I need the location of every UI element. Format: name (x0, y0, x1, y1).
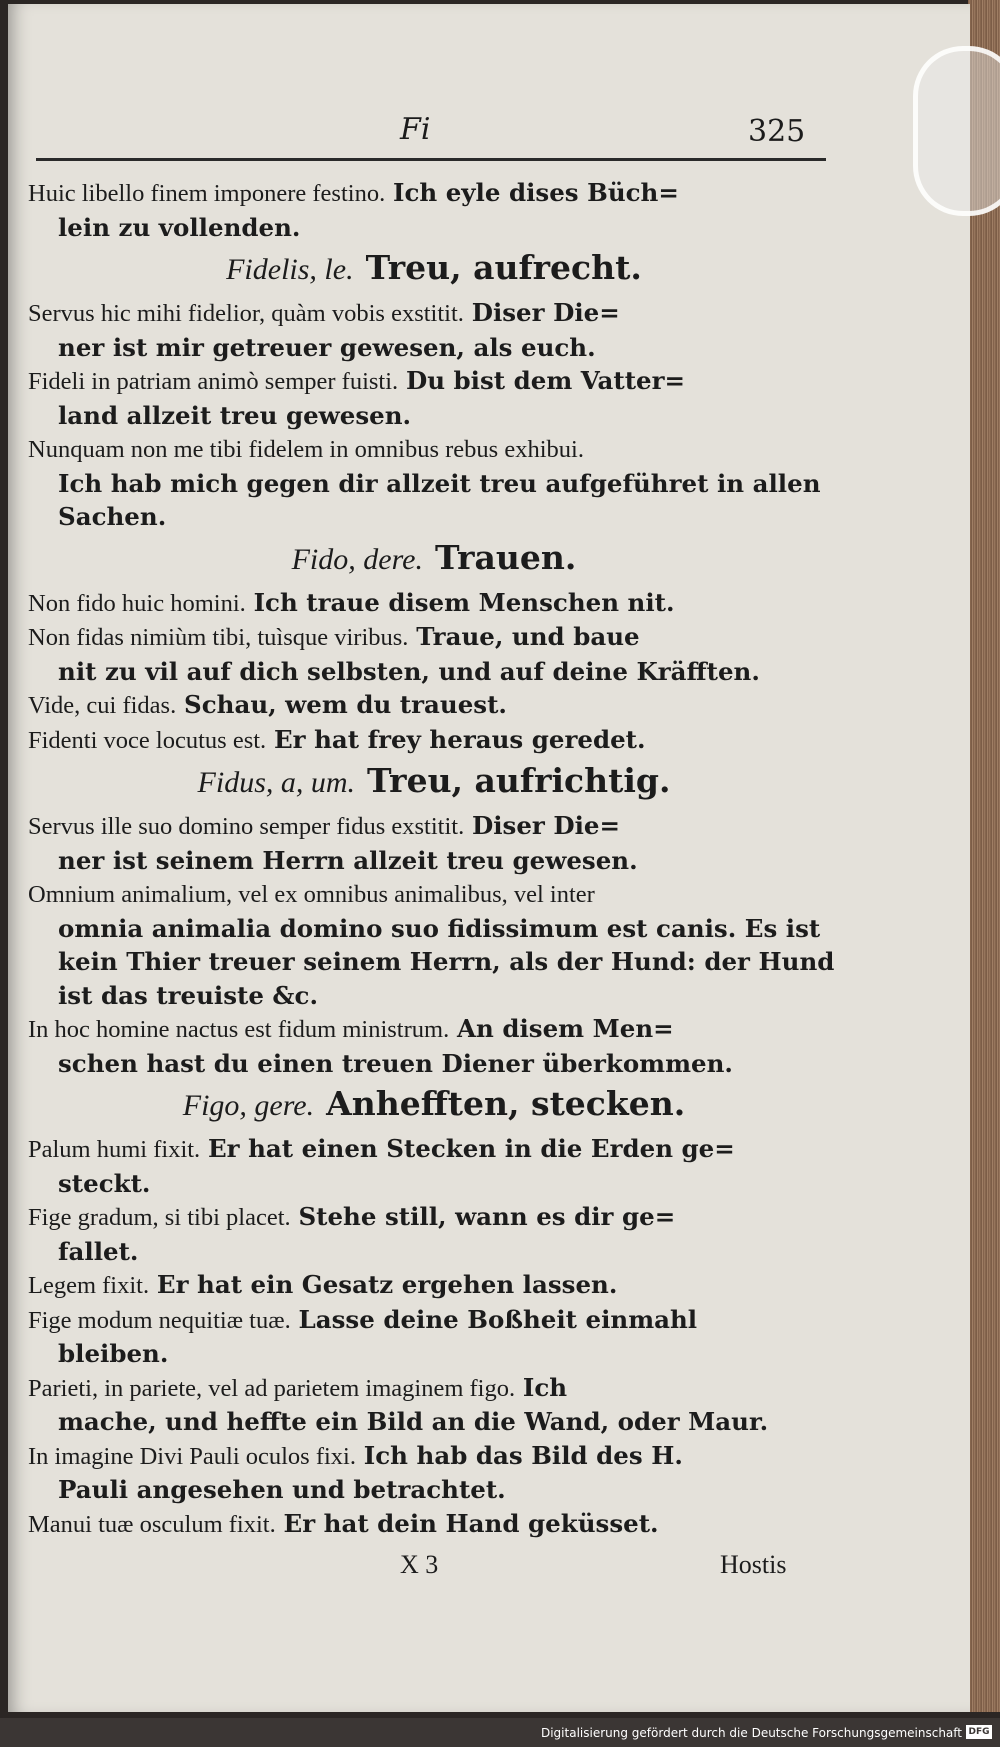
example-entry (28, 296, 840, 364)
example-entry (28, 688, 840, 723)
example-german: Du bist dem Vatter= (405, 366, 686, 395)
running-head: Fi (400, 112, 431, 147)
example-german: Diser Die= (471, 298, 620, 327)
example-latin: Omnium animalium, vel ex omnibus animalibus, vel inter (28, 881, 595, 908)
example-latin: Fideli in patriam animò semper fuisti. (28, 368, 399, 395)
example-german: Er hat einen Stecken in die Erden ge= (207, 1134, 735, 1163)
example-german: Ich hab das Bild des H. (363, 1440, 683, 1470)
example-german: Er hat dein Hand geküsset. (283, 1508, 659, 1538)
signature-mark: X 3 (400, 1550, 439, 1579)
example-latin: Fidenti voce locutus est. (28, 726, 267, 754)
headword-german: Anhefften, stecken. (326, 1084, 686, 1123)
page-clip (913, 46, 1000, 216)
example-continuation: bleiben. (58, 1339, 169, 1368)
example-entry (28, 1132, 840, 1200)
example-german: Er hat ein Gesatz ergehen lassen. (156, 1270, 618, 1299)
example-german: Ich traue disem Menschen nit. (253, 587, 675, 617)
example-latin: Non fido huic homini. (28, 589, 246, 617)
dictionary-body (28, 176, 840, 1541)
example-latin: Legem fixit. (28, 1272, 150, 1299)
headword-latin: Fido, dere. (291, 542, 423, 576)
example-entry (28, 586, 840, 621)
example-latin: Fige gradum, si tibi placet. (28, 1204, 291, 1231)
example-latin: Servus hic mihi fidelior, quàm vobis exstitit. (28, 300, 464, 327)
headword (28, 538, 840, 580)
example-entry (28, 176, 840, 244)
example-latin: In imagine Divi Pauli oculos fixi. (28, 1442, 356, 1470)
example-continuation: Pauli angesehen und betrachtet. (58, 1475, 506, 1504)
example-continuation: Ich hab mich gegen dir allzeit treu aufgeführet in allen Sachen. (58, 468, 821, 531)
example-entry (28, 364, 840, 432)
example-german: Ich eyle dises Büch= (393, 178, 679, 207)
page-header (30, 108, 830, 158)
example-latin: Fige modum nequitiæ tuæ. (28, 1306, 291, 1334)
example-entry (28, 723, 840, 758)
example-entry (28, 620, 840, 688)
example-entry (28, 432, 840, 534)
example-entry (28, 1200, 840, 1268)
example-german: Lasse deine Boßheit einmahl (298, 1304, 698, 1334)
book-page-edges (968, 0, 1000, 1712)
example-latin: Non fidas nimiùm tibi, tuìsque viribus. (28, 624, 409, 651)
example-german: Traue, und baue (416, 622, 640, 651)
example-latin: Servus ille suo domino semper fidus exstitit. (28, 813, 465, 840)
headword-german: Treu, aufrichtig. (367, 761, 671, 800)
example-continuation: land allzeit treu gewesen. (58, 400, 412, 430)
page-footer (30, 1550, 830, 1590)
example-german: Diser Die= (472, 811, 621, 840)
example-entry (28, 1303, 840, 1371)
example-latin: In hoc homine nactus est fidum ministrum. (28, 1016, 450, 1043)
example-continuation: omnia animalia domino suo fidissimum est canis. Es ist kein Thier treuer seinem Herrn, als der Hund: der Hund ist das treuiste &c. (58, 913, 835, 1010)
header-rule (36, 158, 826, 161)
example-german: Er hat frey heraus geredet. (273, 724, 646, 754)
headword (28, 248, 840, 290)
example-entry (28, 809, 840, 877)
example-entry (28, 1507, 840, 1542)
example-continuation: steckt. (58, 1168, 151, 1198)
example-latin: Nunquam non me tibi fidelem in omnibus rebus exhibui. (28, 436, 584, 463)
example-latin: Palum humi fixit. (28, 1136, 201, 1163)
example-continuation: ner ist seinem Herrn allzeit treu gewesen. (58, 845, 638, 875)
example-entry (28, 1012, 840, 1080)
example-continuation: lein zu vollenden. (58, 212, 301, 242)
example-continuation: schen hast du einen treuen Diener überkommen. (58, 1048, 733, 1078)
example-entry (28, 1371, 840, 1439)
dfg-logo: DFG (966, 1725, 992, 1739)
example-german: Ich (522, 1372, 568, 1402)
catchword: Hostis (720, 1550, 787, 1579)
digitization-banner (0, 1718, 1000, 1747)
headword-german: Trauen. (434, 537, 577, 577)
banner-text: Digitalisierung gefördert durch die Deutsche Forschungsgemeinschaft (540, 1726, 962, 1740)
headword-german: Treu, aufrecht. (365, 248, 642, 287)
example-entry (28, 1268, 840, 1303)
example-german: An disem Men= (457, 1014, 674, 1043)
example-latin: Manui tuæ osculum fixit. (28, 1510, 276, 1538)
headword (28, 1084, 840, 1126)
example-german: Stehe still, wann es dir ge= (298, 1202, 676, 1231)
example-continuation: ner ist mir getreuer gewesen, als euch. (58, 332, 596, 362)
example-german: Schau, wem du trauest. (184, 690, 507, 719)
headword-latin: Fidelis, le. (226, 253, 354, 286)
example-continuation: fallet. (58, 1236, 139, 1266)
example-latin: Parieti, in pariete, vel ad parietem imaginem figo. (28, 1374, 516, 1402)
example-entry (28, 877, 840, 1012)
example-latin: Huic libello finem imponere festino. (28, 180, 386, 207)
example-continuation: mache, und heffte ein Bild an die Wand, oder Maur. (58, 1407, 769, 1436)
page-number: 325 (748, 114, 806, 149)
headword (28, 761, 840, 803)
example-latin: Vide, cui fidas. (28, 692, 177, 719)
headword-latin: Figo, gere. (182, 1089, 315, 1122)
headword-latin: Fidus, a, um. (197, 766, 356, 799)
example-entry (28, 1439, 840, 1507)
example-continuation: nit zu vil auf dich selbsten, und auf deine Kräfften. (58, 656, 760, 686)
